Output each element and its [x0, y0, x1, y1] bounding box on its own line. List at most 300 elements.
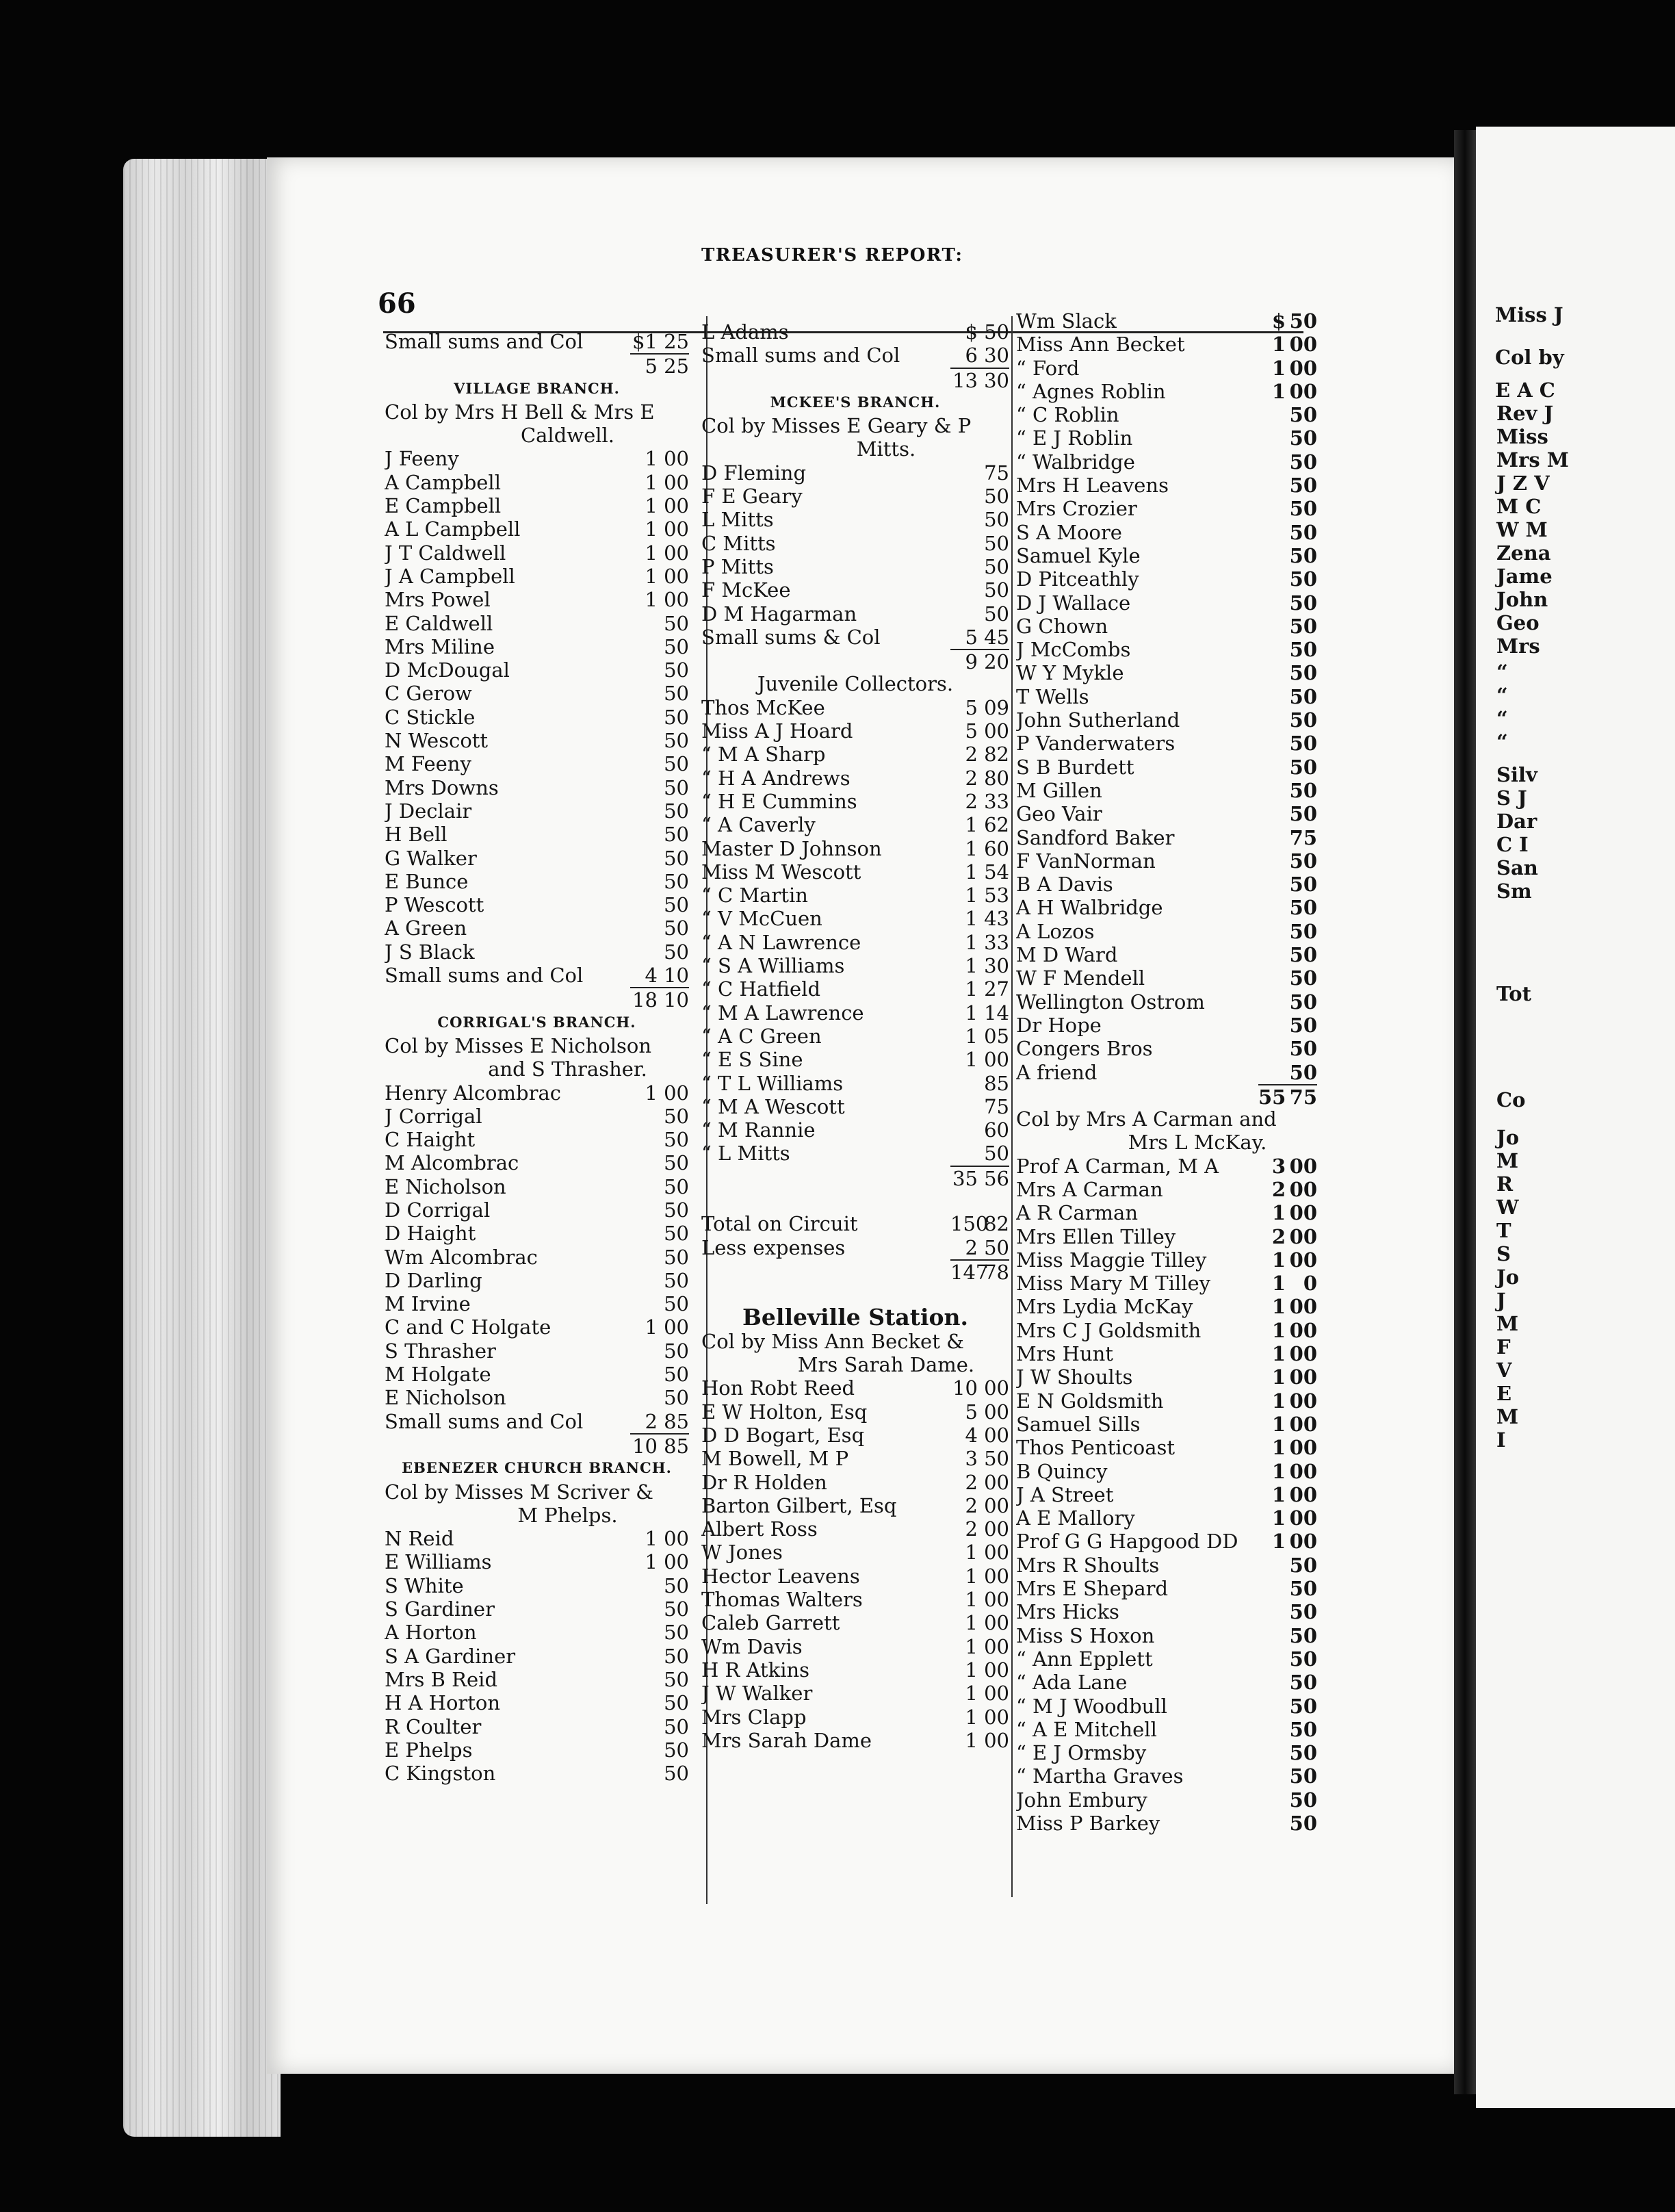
- donor-row: [1016, 1413, 1317, 1436]
- facing-page-fragment: T: [1496, 1219, 1511, 1242]
- cents: 25: [664, 330, 689, 353]
- donor-name: D Haight: [385, 1222, 476, 1246]
- donor-row: [701, 1494, 1009, 1517]
- cents: 30: [984, 368, 1009, 392]
- spacer: [701, 1189, 1009, 1212]
- donor-name: D M Hagarman: [701, 602, 857, 626]
- donor-name: S White: [385, 1573, 464, 1597]
- dollars: 1: [965, 1024, 978, 1048]
- cents: 50: [1289, 708, 1317, 732]
- donor-name: Dr R Holden: [701, 1470, 827, 1494]
- donor-name: W Y Mykle: [1016, 661, 1124, 685]
- dollars: 5: [965, 1400, 978, 1424]
- donor-name: “ C Hatfield: [701, 977, 821, 1001]
- book-gutter: [1454, 130, 1476, 2094]
- donor-row: [385, 1527, 689, 1550]
- cents: 85: [664, 1434, 689, 1458]
- donor-name: Small sums and Col: [385, 964, 584, 988]
- donor-row: [1016, 380, 1317, 403]
- heading-text: Belleville Station.: [742, 1304, 968, 1331]
- donor-row: [701, 1095, 1009, 1118]
- dollars: 1: [965, 1048, 978, 1072]
- cents: 50: [1289, 1577, 1317, 1601]
- cents: 50: [1289, 1553, 1317, 1577]
- cents: 50: [664, 752, 689, 776]
- subtotal-amount: [950, 1166, 1009, 1190]
- donor-row: [385, 799, 689, 823]
- dollars: 1: [645, 470, 658, 494]
- donor-row: [385, 752, 689, 775]
- cents: 00: [1289, 1482, 1317, 1506]
- donor-row: [385, 1269, 689, 1292]
- subtotal-row: [701, 368, 1009, 391]
- donor-name: S A Gardiner: [385, 1644, 516, 1668]
- donor-row: [1016, 1600, 1317, 1623]
- subtotal-row: [701, 649, 1009, 672]
- donor-name: Mrs H Leavens: [1016, 474, 1169, 498]
- cents: 50: [1289, 1764, 1317, 1788]
- donor-row: [701, 508, 1009, 531]
- cents: 00: [1289, 379, 1317, 403]
- cents: 50: [984, 602, 1009, 626]
- dollars: 1: [1271, 1248, 1286, 1272]
- cents: 50: [984, 508, 1009, 532]
- section-heading: [385, 424, 689, 447]
- dollars: 1: [965, 1705, 978, 1729]
- cents: 50: [664, 1151, 689, 1175]
- donor-name: A E Mallory: [1016, 1506, 1135, 1530]
- donor-name: F E Geary: [701, 485, 803, 509]
- cents: 50: [1289, 966, 1317, 990]
- dollars: 1: [965, 836, 978, 860]
- donor-name: M Alcombrac: [385, 1151, 519, 1175]
- donor-row: [385, 541, 689, 565]
- donor-row: [385, 1621, 689, 1644]
- donor-name: “ L Mitts: [701, 1142, 790, 1166]
- cents: 00: [664, 447, 689, 471]
- donor-row: [1016, 1295, 1317, 1318]
- donor-name: A H Walbridge: [1016, 896, 1163, 920]
- cents: 00: [984, 1048, 1009, 1072]
- facing-page-fragment: M: [1496, 1405, 1519, 1428]
- donor-row: [701, 884, 1009, 907]
- heading-text: Juvenile Collectors.: [757, 672, 954, 696]
- cents: 80: [984, 766, 1009, 790]
- facing-page-fragment: S J: [1496, 786, 1527, 810]
- donor-name: Mrs Lydia McKay: [1016, 1295, 1193, 1319]
- donor-row: [701, 320, 1009, 344]
- donor-name: E W Holton, Esq: [701, 1400, 868, 1424]
- cents: 75: [1289, 825, 1317, 849]
- donor-row: [385, 1292, 689, 1315]
- donor-row: [1016, 896, 1317, 919]
- dollars: 9: [965, 650, 978, 674]
- dollars: 3: [1271, 1154, 1286, 1178]
- cents: 00: [984, 1376, 1009, 1400]
- donor-row: [701, 1447, 1009, 1470]
- donor-name: “ E J Roblin: [1016, 426, 1133, 450]
- dollars: 150: [950, 1212, 989, 1236]
- cents: 00: [1289, 1154, 1317, 1178]
- cents: 50: [664, 1597, 689, 1621]
- cents: 53: [984, 884, 1009, 908]
- cents: 00: [664, 470, 689, 494]
- heading-text: MCKEE'S BRANCH.: [770, 393, 941, 411]
- donor-name: J McCombs: [1016, 638, 1131, 662]
- donor-row: [701, 602, 1009, 626]
- donor-name: Mrs Hicks: [1016, 1600, 1119, 1624]
- donor-name: Mrs Crozier: [1016, 497, 1137, 521]
- donor-row: [1016, 1483, 1317, 1506]
- donor-row: [1016, 403, 1317, 426]
- donor-row: [1016, 849, 1317, 873]
- donor-row: [385, 1574, 689, 1597]
- facing-page-fragment: J: [1496, 1289, 1506, 1312]
- section-heading: [385, 1504, 689, 1527]
- dollars: 2: [965, 1235, 978, 1259]
- cents: 50: [664, 1644, 689, 1668]
- dollars: 10: [632, 1434, 658, 1458]
- donor-name: D D Bogart, Esq: [701, 1423, 865, 1447]
- donor-row: [1016, 1647, 1317, 1671]
- facing-page-fragment: Sm: [1496, 879, 1532, 903]
- cents: 50: [664, 1762, 689, 1786]
- cents: 00: [664, 517, 689, 541]
- donor-name: “ V McCuen: [701, 907, 822, 931]
- cents: 82: [984, 743, 1009, 767]
- cents: 50: [1289, 426, 1317, 450]
- facing-page-fragment: “: [1496, 660, 1508, 684]
- dollars: 1: [645, 564, 658, 588]
- heading-text: Caldwell.: [520, 424, 615, 448]
- donor-name: “ M A Sharp: [701, 743, 826, 767]
- facing-page-fragment: S: [1496, 1242, 1511, 1265]
- cents: 50: [1289, 1741, 1317, 1765]
- cents: 00: [1289, 1506, 1317, 1530]
- donor-row: [1016, 1319, 1317, 1342]
- collector-line: [385, 400, 689, 424]
- cents: 50: [664, 1104, 689, 1128]
- cents: 50: [1289, 732, 1317, 756]
- cents: 50: [664, 1268, 689, 1292]
- donor-name: T Wells: [1016, 684, 1089, 708]
- donor-name: Wellington Ostrom: [1016, 990, 1205, 1014]
- cents: 05: [984, 1024, 1009, 1048]
- donor-name: Mrs Downs: [385, 775, 499, 799]
- donor-name: Congers Bros: [1016, 1037, 1153, 1061]
- donor-name: Mrs B Reid: [385, 1667, 498, 1691]
- donor-row: [701, 1001, 1009, 1025]
- donor-name: “ T L Williams: [701, 1071, 844, 1095]
- donor-row: [385, 964, 689, 987]
- donor-name: Hector Leavens: [701, 1564, 860, 1588]
- donor-row: [1016, 1624, 1317, 1647]
- cents: 50: [1289, 896, 1317, 920]
- cents: 50: [664, 1339, 689, 1363]
- cents: 14: [984, 1001, 1009, 1025]
- dollars: 1: [645, 1550, 658, 1574]
- donor-name: Thomas Walters: [701, 1588, 863, 1612]
- section-heading: [701, 437, 1009, 461]
- facing-page-fragment: Rev J: [1496, 402, 1554, 425]
- donor-name: Hon Robt Reed: [701, 1376, 855, 1400]
- cents: 50: [984, 485, 1009, 509]
- cents: 75: [984, 1094, 1009, 1118]
- donor-row: [701, 1400, 1009, 1424]
- donor-row: [1016, 732, 1317, 755]
- donor-row: [701, 485, 1009, 508]
- cents: 00: [984, 1682, 1009, 1706]
- dollars: 1: [645, 517, 658, 541]
- facing-page-fragment: Tot: [1496, 982, 1531, 1005]
- cents: 85: [984, 1071, 1009, 1095]
- dollars: 1: [965, 884, 978, 908]
- donor-row: [385, 893, 689, 916]
- donor-name: J S Black: [385, 940, 475, 964]
- donor-row: [701, 1236, 1009, 1259]
- donor-name: J Corrigal: [385, 1104, 482, 1128]
- cents: 30: [984, 954, 1009, 978]
- dollars: 1: [645, 588, 658, 612]
- branch-heading: [385, 1011, 689, 1034]
- donor-row: [385, 1668, 689, 1691]
- donor-name: “ Ann Epplett: [1016, 1647, 1153, 1671]
- cents: 00: [664, 1081, 689, 1105]
- donor-name: Wm Slack: [1016, 309, 1117, 333]
- cents: 00: [1289, 1318, 1317, 1342]
- facing-page-fragment: Jo: [1496, 1265, 1520, 1289]
- cents: 50: [984, 1447, 1009, 1471]
- facing-page-fragment: Mrs M: [1496, 448, 1569, 472]
- donor-row: [1016, 756, 1317, 779]
- cents: 50: [664, 1174, 689, 1198]
- donor-row: [701, 1635, 1009, 1658]
- cents: 00: [664, 564, 689, 588]
- facing-page-fragment: “: [1496, 684, 1508, 707]
- donor-name: “ C Martin: [701, 884, 808, 908]
- donor-row: [385, 330, 689, 353]
- donor-name: J Feeny: [385, 447, 459, 471]
- page-header: TREASURER'S REPORT:: [701, 245, 963, 266]
- cents: 50: [664, 846, 689, 870]
- cents: 50: [1289, 474, 1317, 498]
- cents: 50: [664, 1245, 689, 1269]
- cents: 50: [664, 869, 689, 893]
- cents: 00: [984, 1611, 1009, 1635]
- heading-text: Mrs L McKay.: [1128, 1131, 1267, 1155]
- facing-page-fragment: M C: [1496, 495, 1542, 518]
- donor-name: A Green: [385, 916, 467, 940]
- donor-row: [701, 1025, 1009, 1048]
- subtotal-row: [1016, 1084, 1317, 1107]
- cents: 82: [984, 1212, 1009, 1236]
- facing-page-fragment: I: [1496, 1428, 1506, 1452]
- donor-row: [385, 1198, 689, 1222]
- cents: 50: [664, 799, 689, 823]
- dollars: 1: [645, 494, 658, 518]
- cents: 00: [984, 719, 1009, 743]
- subtotal-amount: [950, 1259, 1009, 1284]
- donor-name: Thos McKee: [701, 695, 825, 719]
- cents: 50: [1289, 1013, 1317, 1037]
- donor-name: Sandford Baker: [1016, 825, 1175, 849]
- donor-name: A R Carman: [1016, 1201, 1139, 1225]
- cents: 50: [664, 1667, 689, 1691]
- donor-name: Total on Circuit: [701, 1212, 858, 1236]
- facing-page-fragment: V: [1496, 1359, 1512, 1382]
- dollars: 4: [645, 964, 658, 988]
- donor-row: [1016, 615, 1317, 638]
- dollars: 1: [1271, 1272, 1286, 1296]
- cents: 50: [1289, 591, 1317, 615]
- donor-row: [385, 1175, 689, 1198]
- donor-name: Miss A J Hoard: [701, 719, 853, 743]
- cents: 00: [984, 1564, 1009, 1588]
- donor-name: C and C Holgate: [385, 1315, 551, 1339]
- dollars: 1: [1271, 356, 1286, 380]
- cents: 50: [664, 1363, 689, 1387]
- donor-name: Miss P Barkey: [1016, 1812, 1160, 1835]
- cents: 50: [1289, 684, 1317, 708]
- donor-row: [1016, 1365, 1317, 1389]
- cents: 00: [984, 1400, 1009, 1424]
- facing-page-fragment: Zena: [1496, 541, 1551, 565]
- donor-name: “ M J Woodbull: [1016, 1694, 1167, 1718]
- facing-page-fragment: W: [1496, 1196, 1519, 1219]
- donor-name: H Bell: [385, 823, 447, 847]
- donor-row: [1016, 521, 1317, 544]
- dollars: 1: [1271, 379, 1286, 403]
- cents: 50: [664, 940, 689, 964]
- donor-row: [385, 1105, 689, 1128]
- cents: 00: [1289, 333, 1317, 357]
- collector-text: Col by Misses E Geary & P: [701, 414, 972, 438]
- donor-row: [701, 790, 1009, 813]
- donor-row: [701, 1517, 1009, 1541]
- dollars: 1: [1271, 1412, 1286, 1436]
- donor-row: [701, 954, 1009, 977]
- donor-row: [701, 1376, 1009, 1400]
- donor-name: Prof A Carman, M A: [1016, 1154, 1219, 1178]
- cents: 50: [1289, 1060, 1317, 1084]
- facing-page-fragment: R: [1496, 1172, 1514, 1196]
- dollars: 1: [965, 1588, 978, 1612]
- cents: 33: [984, 789, 1009, 813]
- donor-name: S Thrasher: [385, 1339, 496, 1363]
- cents: 00: [984, 1634, 1009, 1658]
- donor-name: Miss M Wescott: [701, 860, 861, 884]
- dollars: 4: [965, 1423, 978, 1447]
- donor-row: [385, 517, 689, 541]
- donor-name: M Feeny: [385, 752, 471, 776]
- donor-name: W Jones: [701, 1541, 783, 1565]
- branch-heading: [701, 391, 1009, 414]
- cents: 50: [664, 893, 689, 917]
- donor-row: [701, 1212, 1009, 1235]
- donor-name: J T Caldwell: [385, 541, 506, 565]
- cents: 50: [664, 1714, 689, 1738]
- donor-name: Less expenses: [701, 1235, 846, 1259]
- dollars: 1: [1271, 1389, 1286, 1413]
- donor-row: [385, 471, 689, 494]
- donor-name: Caleb Garrett: [701, 1611, 840, 1635]
- donor-name: Thos Penticoast: [1016, 1436, 1176, 1460]
- heading-text: Mitts.: [856, 437, 916, 461]
- donor-row: [1016, 544, 1317, 567]
- collector-line: [1016, 1107, 1317, 1131]
- dollars: 2: [965, 1493, 978, 1517]
- donor-row: [701, 555, 1009, 578]
- donor-row: [385, 658, 689, 682]
- donor-name: E Nicholson: [385, 1174, 506, 1198]
- cents: 50: [1289, 1600, 1317, 1624]
- cents: 09: [984, 695, 1009, 719]
- donor-row: [1016, 1037, 1317, 1060]
- dollars: 1: [965, 1728, 978, 1752]
- dollars: 2: [965, 1517, 978, 1541]
- dollars: 10: [952, 1376, 978, 1400]
- dollars: 6: [965, 344, 978, 368]
- donor-row: [385, 1339, 689, 1363]
- cents: 50: [1289, 403, 1317, 427]
- dollars: 13: [952, 368, 978, 392]
- cents: 00: [1289, 1201, 1317, 1225]
- donor-name: H A Horton: [385, 1691, 501, 1715]
- donor-name: B Quincy: [1016, 1459, 1108, 1483]
- donor-name: B A Davis: [1016, 873, 1113, 897]
- dollars: $1: [632, 330, 658, 353]
- donor-name: A Horton: [385, 1621, 477, 1645]
- cents: 45: [984, 625, 1009, 649]
- cents: 50: [1289, 1671, 1317, 1695]
- dollars: 5: [965, 625, 978, 649]
- donor-name: D Corrigal: [385, 1198, 491, 1222]
- cents: 60: [984, 836, 1009, 860]
- donor-name: “ Walbridge: [1016, 450, 1135, 474]
- cents: 43: [984, 907, 1009, 931]
- donor-name: E Nicholson: [385, 1386, 506, 1410]
- donor-name: Mrs Miline: [385, 634, 495, 658]
- dollars: 1: [965, 1682, 978, 1706]
- heading-text: Mrs Sarah Dame.: [797, 1353, 975, 1377]
- collector-text: Col by Mrs A Carman and: [1016, 1107, 1277, 1131]
- donor-name: S B Burdett: [1016, 755, 1134, 779]
- donor-name: “ M A Wescott: [701, 1094, 845, 1118]
- donor-row: [1016, 1201, 1317, 1224]
- collector-line: [701, 414, 1009, 437]
- donor-row: [701, 837, 1009, 860]
- donor-name: M Bowell, M P: [701, 1447, 849, 1471]
- donor-name: D J Wallace: [1016, 591, 1131, 615]
- cents: 50: [664, 916, 689, 940]
- donor-row: [1016, 779, 1317, 802]
- donor-row: [385, 635, 689, 658]
- donor-row: [385, 1386, 689, 1409]
- cents: 50: [984, 531, 1009, 555]
- donor-row: [1016, 1225, 1317, 1248]
- donor-row: [385, 1363, 689, 1386]
- cents: 10: [664, 964, 689, 988]
- facing-page-fragment: Silv: [1496, 763, 1537, 786]
- facing-page-fragment: John: [1496, 588, 1548, 611]
- cents: 00: [1289, 1365, 1317, 1389]
- donor-row: [1016, 1741, 1317, 1764]
- subtotal-amount: [1258, 1084, 1317, 1109]
- dollars: 1: [645, 1315, 658, 1339]
- donor-name: J Declair: [385, 799, 472, 823]
- donor-name: Miss Ann Becket: [1016, 333, 1185, 357]
- donor-row: [1016, 873, 1317, 896]
